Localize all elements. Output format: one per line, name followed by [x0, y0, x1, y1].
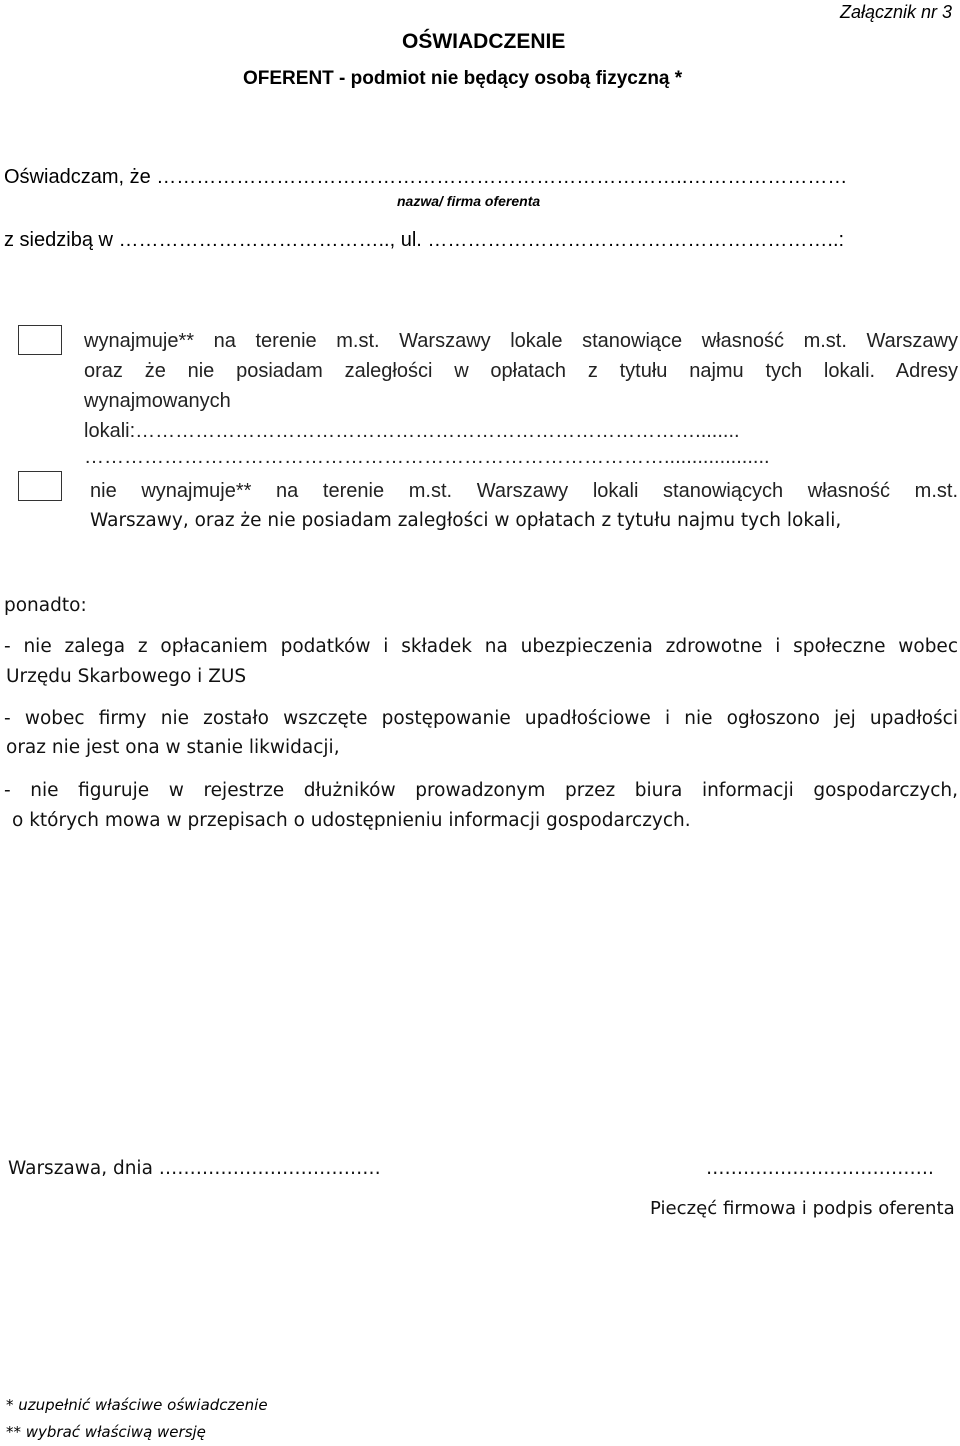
further-item-line: - wobec firmy nie zostało wszczęte postępowanie upadłościowe i nie ogłoszono jej upadłości — [4, 708, 958, 729]
declaration-line-seat: z siedzibą w ………………………………….., ul. ……………………………………………………..: — [4, 229, 845, 251]
footnote: * uzupełnić właściwe oświadczenie — [6, 1396, 268, 1414]
further-label: ponadto: — [4, 595, 87, 616]
document-subtitle: OFERENT - podmiot nie będący osobą fizyczną * — [243, 68, 683, 89]
further-item-line: oraz nie jest ona w stanie likwidacji, — [6, 737, 340, 758]
place-date-line: Warszawa, dnia ……………………………… — [8, 1158, 381, 1179]
option-not-rents-line: Warszawy, oraz że nie posiadam zaległości w opłatach z tytułu najmu tych lokali, — [90, 510, 842, 531]
option-not-rents-checkbox[interactable] — [18, 471, 62, 501]
option-rents-addresses: lokali:…………………………………………………………………………........ — [84, 420, 740, 442]
annex-label: Załącznik nr 3 — [840, 2, 953, 22]
option-rents-checkbox[interactable] — [18, 325, 62, 355]
option-rents-addresses: ……………………………………………………………………………................... — [84, 446, 770, 468]
option-rents-line: oraz że nie posiadam zaległości w opłatach z tytułu najmu tych lokali. Adresy — [84, 360, 958, 382]
document-title: OŚWIADCZENIE — [402, 30, 566, 53]
signature-line: ………………………………. — [706, 1158, 934, 1179]
further-item-line: Urzędu Skarbowego i ZUS — [6, 666, 247, 687]
further-item-line: - nie figuruje w rejestrze dłużników prowadzonym przez biura informacji gospodarczych, — [4, 780, 958, 801]
further-item-line: - nie zalega z opłacaniem podatków i składek na ubezpieczenia zdrowotne i społeczne wobec — [4, 636, 958, 657]
option-rents-line: wynajmowanych — [84, 390, 231, 412]
option-rents-line: wynajmuje** na terenie m.st. Warszawy lokale stanowiące własność m.st. Warszawy — [84, 330, 958, 352]
option-not-rents-line: nie wynajmuje** na terenie m.st. Warszawy lokali stanowiących własność m.st. — [90, 480, 958, 502]
signature-label: Pieczęć firmowa i podpis oferenta — [650, 1198, 955, 1219]
footnote: ** wybrać właściwą wersję — [6, 1423, 206, 1441]
further-item-line: o których mowa w przepisach o udostępnieniu informacji gospodarczych. — [12, 810, 691, 831]
declaration-line-name: Oświadczam, że ……………………………………………………………………..…………………… — [4, 166, 848, 188]
declaration-name-hint: nazwa/ firma oferenta — [397, 193, 541, 209]
